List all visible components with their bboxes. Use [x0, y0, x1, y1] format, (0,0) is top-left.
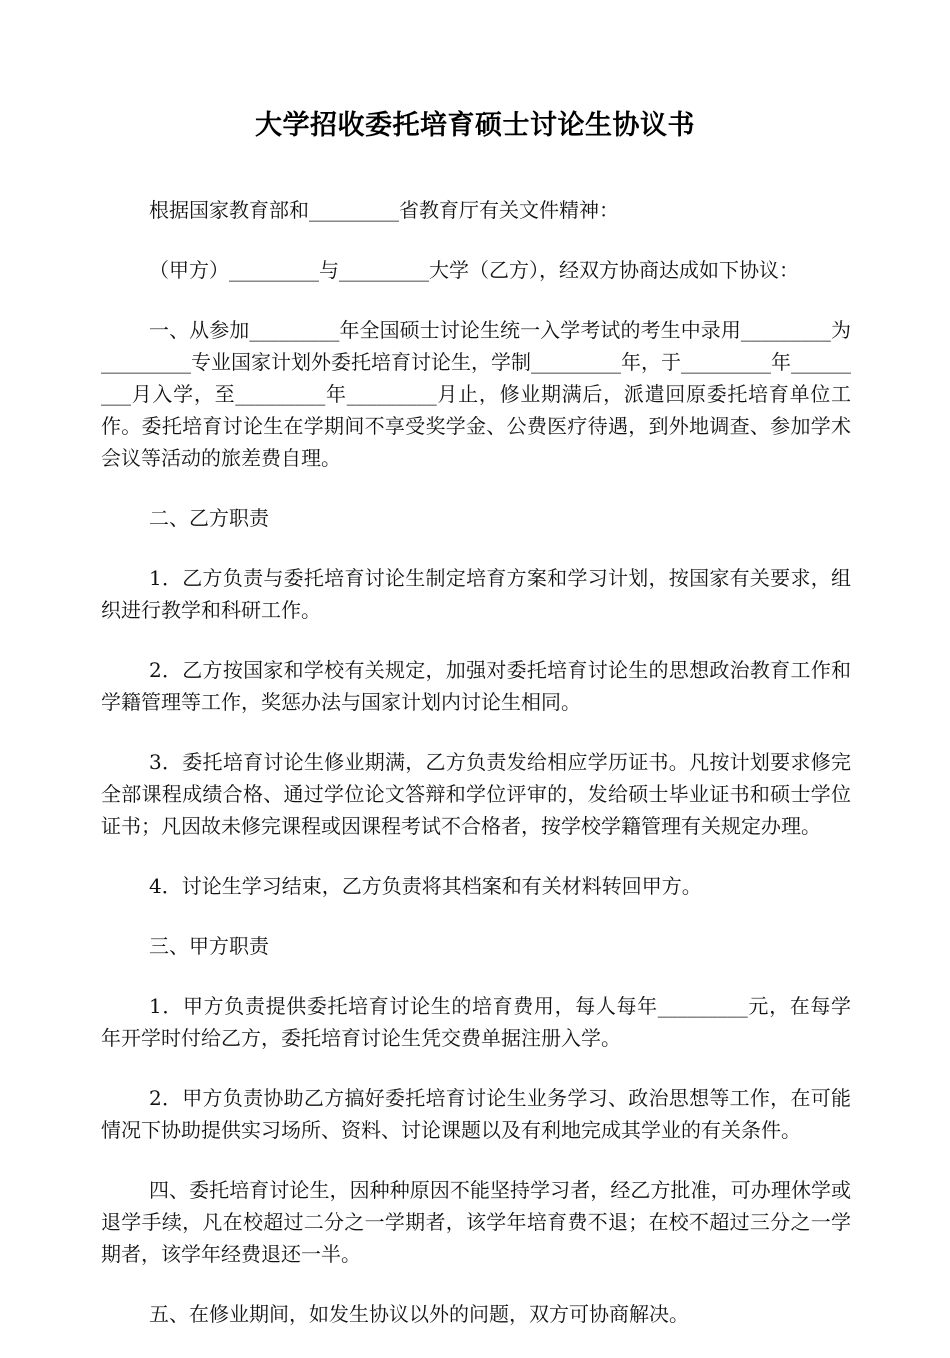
- paragraph-parties: （甲方）_________与_________大学（乙方），经双方协商达成如下协议：: [149, 258, 799, 282]
- paragraph-party-b-3: 3．委托培育讨论生修业期满，乙方负责发给相应学历证书。凡按计划要求修完全部课程成绩合格、通过学位论文答辩和学位评审的，发给硕士毕业证书和硕士学位证书；凡因故未修完课程或因课程考试不合格者，按学校学籍管理有关规定办理。: [101, 750, 851, 838]
- heading-party-a-duties: 三、甲方职责: [149, 934, 269, 958]
- paragraph-clause-4: 四、委托培育讨论生，因种种原因不能坚持学习者，经乙方批准，可办理休学或退学手续，凡在校超过二分之一学期者，该学年培育费不退；在校不超过三分之一学期者，该学年经费退还一半。: [101, 1178, 851, 1266]
- paragraph-party-b-2: 2．乙方按国家和学校有关规定，加强对委托培育讨论生的思想政治教育工作和学籍管理等工作，奖惩办法与国家计划内讨论生相同。: [101, 658, 851, 714]
- paragraph-party-b-4: 4．讨论生学习结束，乙方负责将其档案和有关材料转回甲方。: [149, 874, 702, 898]
- document-title: 大学招收委托培育硕士讨论生协议书: [255, 110, 695, 141]
- paragraph-preamble: 根据国家教育部和_________省教育厅有关文件精神：: [149, 198, 619, 222]
- paragraph-party-b-1: 1．乙方负责与委托培育讨论生制定培育方案和学习计划，按国家有关要求，组织进行教学和科研工作。: [101, 566, 851, 622]
- paragraph-party-a-2: 2．甲方负责协助乙方搞好委托培育讨论生业务学习、政治思想等工作，在可能情况下协助提供实习场所、资料、讨论课题以及有利地完成其学业的有关条件。: [101, 1086, 851, 1142]
- paragraph-clause-1: 一、从参加_________年全国硕士讨论生统一入学考试的考生中录用_________为_________专业国家计划外委托培育讨论生，学制_________年，于_________年_________月入学，至_________年_________月止，修业期满后，派遣回原委托培育单位工作。委托培育讨论生在学期间不享受奖学金、公费医疗待遇，到外地调查、参加学术会议等活动的旅差费自理。: [101, 318, 851, 470]
- document-body: [101, 194, 851, 1358]
- paragraph-party-a-1: 1．甲方负责提供委托培育讨论生的培育费用，每人每年_________元，在每学年开学时付给乙方，委托培育讨论生凭交费单据注册入学。: [101, 994, 851, 1050]
- heading-party-b-duties: 二、乙方职责: [149, 506, 269, 530]
- paragraph-clause-5: 五、在修业期间，如发生协议以外的问题，双方可协商解决。: [149, 1302, 689, 1326]
